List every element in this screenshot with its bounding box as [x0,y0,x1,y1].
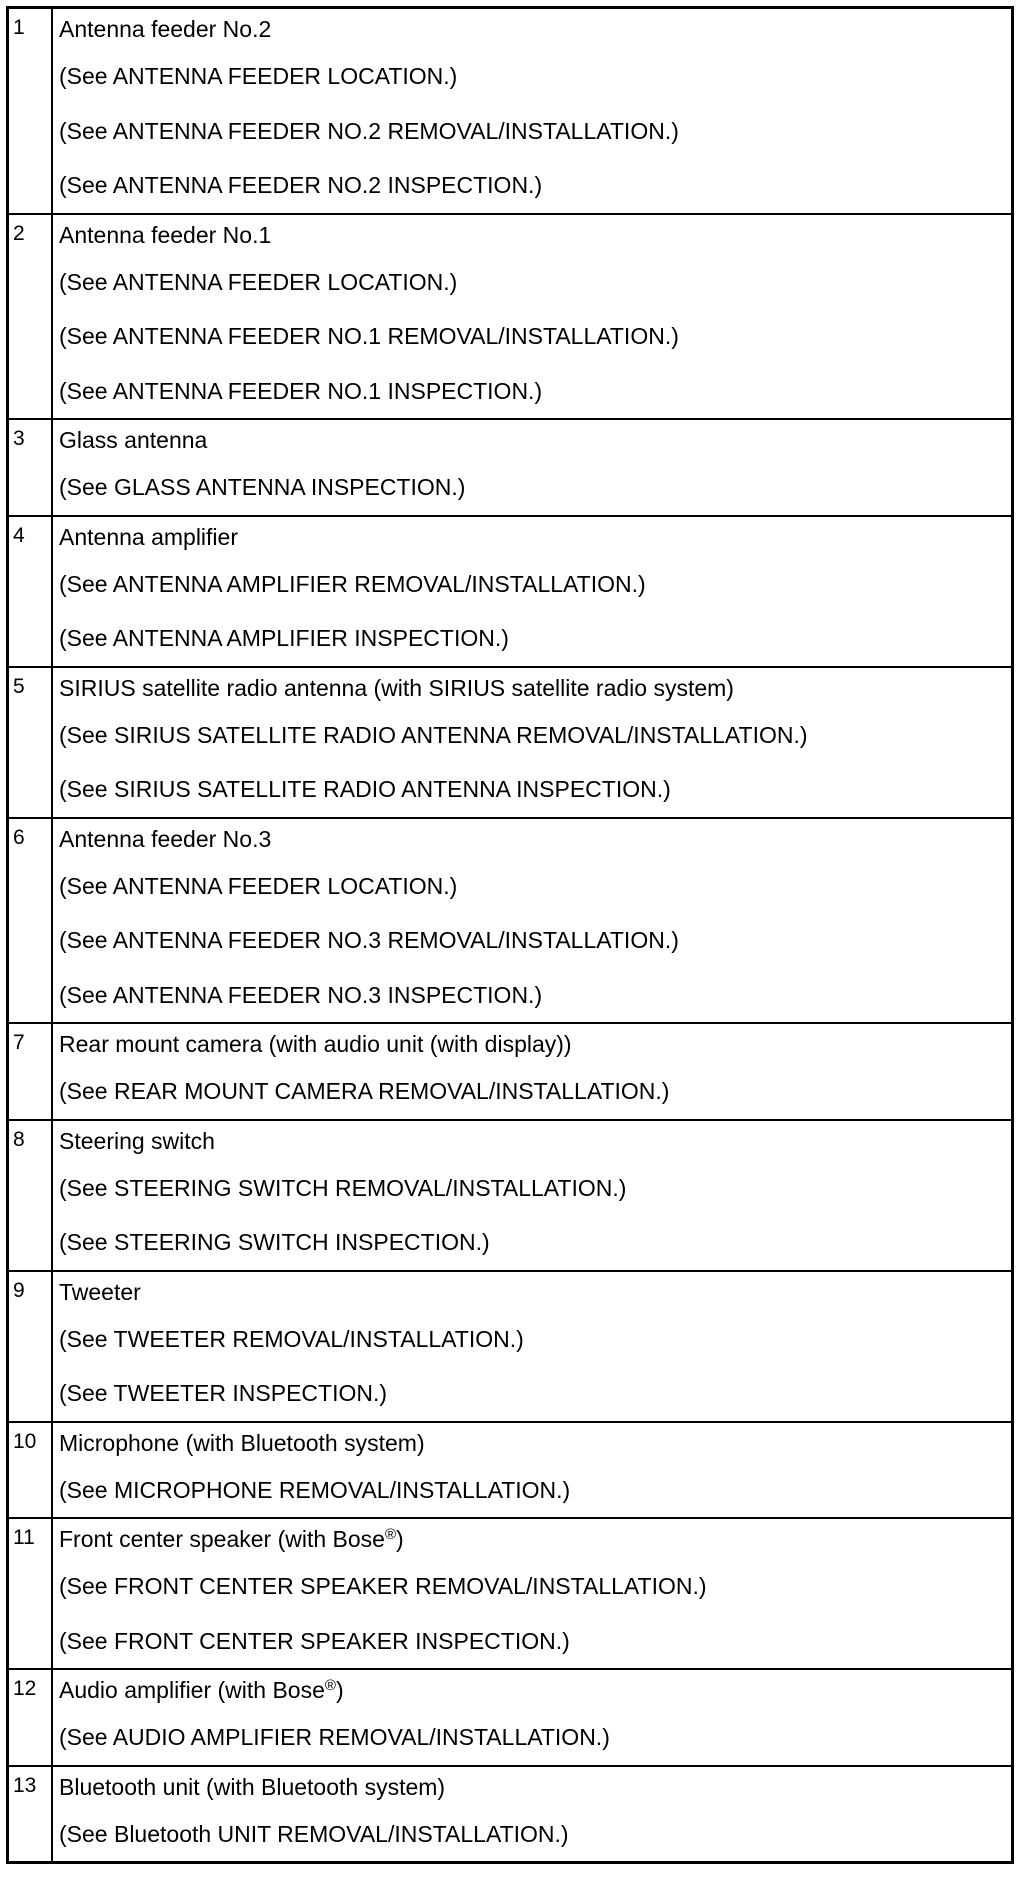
item-title-text: Rear mount camera (with audio unit (with display)) [59,1031,572,1057]
reference-link[interactable]: (See TWEETER REMOVAL/INSTALLATION.) [59,1325,524,1352]
item-number: 2 [9,214,52,420]
item-description [52,419,1011,516]
parts-table [9,9,1011,1861]
table-row [9,419,1011,516]
item-title-text: Glass antenna [59,427,208,453]
item-title-text: Antenna feeder No.2 [59,16,272,42]
item-number: 5 [9,667,52,818]
reference-link[interactable]: (See ANTENNA FEEDER NO.2 INSPECTION.) [59,172,543,198]
reference-link[interactable]: (See ANTENNA FEEDER NO.1 INSPECTION.) [59,377,543,404]
item-title [59,1670,1011,1710]
item-description [52,1120,1011,1271]
item-title-end: ) [396,1526,404,1552]
item-title [59,517,1011,557]
item-description [52,214,1011,420]
parts-reference-table [6,6,1014,1864]
table-row [9,1669,1011,1766]
item-number: 13 [9,1766,52,1862]
registered-mark: ® [324,1677,336,1694]
item-title [59,215,1011,255]
table-row [9,1023,1011,1120]
item-number: 11 [9,1518,52,1669]
item-title-end: ) [335,1677,344,1703]
item-title-text: Steering switch [59,1127,215,1154]
item-title [59,668,1011,708]
reference-link[interactable]: (See ANTENNA FEEDER LOCATION.) [59,63,458,89]
reference-link[interactable]: (See FRONT CENTER SPEAKER REMOVAL/INSTALLATION.) [59,1573,707,1599]
item-description [52,516,1011,667]
item-description [52,1422,1011,1519]
table-row [9,667,1011,818]
item-number: 8 [9,1120,52,1271]
item-number: 1 [9,9,52,214]
reference-link[interactable]: (See GLASS ANTENNA INSPECTION.) [59,474,466,500]
item-title [59,1121,1011,1161]
item-description [52,1669,1011,1766]
item-title-text: Tweeter [59,1278,141,1305]
item-description [52,667,1011,818]
reference-link[interactable]: (See MICROPHONE REMOVAL/INSTALLATION.) [59,1476,571,1503]
item-number: 7 [9,1023,52,1120]
reference-link[interactable]: (See SIRIUS SATELLITE RADIO ANTENNA REMOVAL/INSTALLATION.) [59,721,808,748]
reference-link[interactable]: (See AUDIO AMPLIFIER REMOVAL/INSTALLATION.) [59,1724,610,1750]
reference-link[interactable]: (See ANTENNA FEEDER NO.2 REMOVAL/INSTALLATION.) [59,117,679,144]
reference-link[interactable]: (See STEERING SWITCH INSPECTION.) [59,1229,490,1255]
item-title-text: Audio amplifier (with Bose [59,1677,325,1703]
item-number: 12 [9,1669,52,1766]
item-description [52,9,1011,214]
item-description [52,1766,1011,1862]
reference-link[interactable]: (See ANTENNA FEEDER LOCATION.) [59,872,458,899]
item-title-text: Front center speaker (with Bose [59,1526,385,1552]
reference-link[interactable]: (See ANTENNA FEEDER LOCATION.) [59,268,458,295]
item-number: 10 [9,1422,52,1519]
item-number: 3 [9,419,52,516]
item-title [59,1024,1011,1064]
table-row [9,214,1011,420]
reference-link[interactable]: (See Bluetooth UNIT REMOVAL/INSTALLATION.) [59,1820,569,1847]
item-title-text: Antenna feeder No.3 [59,825,272,852]
table-row [9,818,1011,1024]
table-row [9,1271,1011,1422]
item-title [59,1767,1011,1807]
item-title-text: Antenna feeder No.1 [59,221,272,248]
item-title [59,420,1011,460]
table-row [9,516,1011,667]
item-title [59,1272,1011,1312]
item-title-text: Antenna amplifier [59,523,238,550]
item-title [59,9,1011,49]
reference-link[interactable]: (See ANTENNA AMPLIFIER REMOVAL/INSTALLATION.) [59,570,646,597]
reference-link[interactable]: (See ANTENNA FEEDER NO.3 INSPECTION.) [59,981,543,1008]
reference-link[interactable]: (See SIRIUS SATELLITE RADIO ANTENNA INSPECTION.) [59,776,671,802]
parts-table-body [9,9,1011,1861]
table-row [9,1422,1011,1519]
reference-link[interactable]: (See REAR MOUNT CAMERA REMOVAL/INSTALLATION.) [59,1078,670,1104]
table-row [9,1766,1011,1862]
table-row [9,1518,1011,1669]
table-row [9,9,1011,214]
table-row [9,1120,1011,1271]
item-title [59,1519,1011,1559]
item-number: 6 [9,818,52,1024]
reference-link[interactable]: (See STEERING SWITCH REMOVAL/INSTALLATION.) [59,1174,627,1201]
item-title [59,1423,1011,1463]
item-description [52,1518,1011,1669]
item-title-text: Bluetooth unit (with Bluetooth system) [59,1773,446,1800]
registered-mark: ® [384,1526,397,1543]
item-title-text: SIRIUS satellite radio antenna (with SIRIUS satellite radio system) [59,674,734,701]
item-title [59,819,1011,859]
item-description [52,1271,1011,1422]
reference-link[interactable]: (See ANTENNA AMPLIFIER INSPECTION.) [59,625,509,651]
item-number: 9 [9,1271,52,1422]
reference-link[interactable]: (See FRONT CENTER SPEAKER INSPECTION.) [59,1627,570,1654]
item-description [52,1023,1011,1120]
reference-link[interactable]: (See TWEETER INSPECTION.) [59,1380,388,1406]
item-number: 4 [9,516,52,667]
reference-link[interactable]: (See ANTENNA FEEDER NO.1 REMOVAL/INSTALLATION.) [59,323,679,349]
reference-link[interactable]: (See ANTENNA FEEDER NO.3 REMOVAL/INSTALLATION.) [59,927,679,953]
item-description [52,818,1011,1024]
item-title-text: Microphone (with Bluetooth system) [59,1429,425,1456]
